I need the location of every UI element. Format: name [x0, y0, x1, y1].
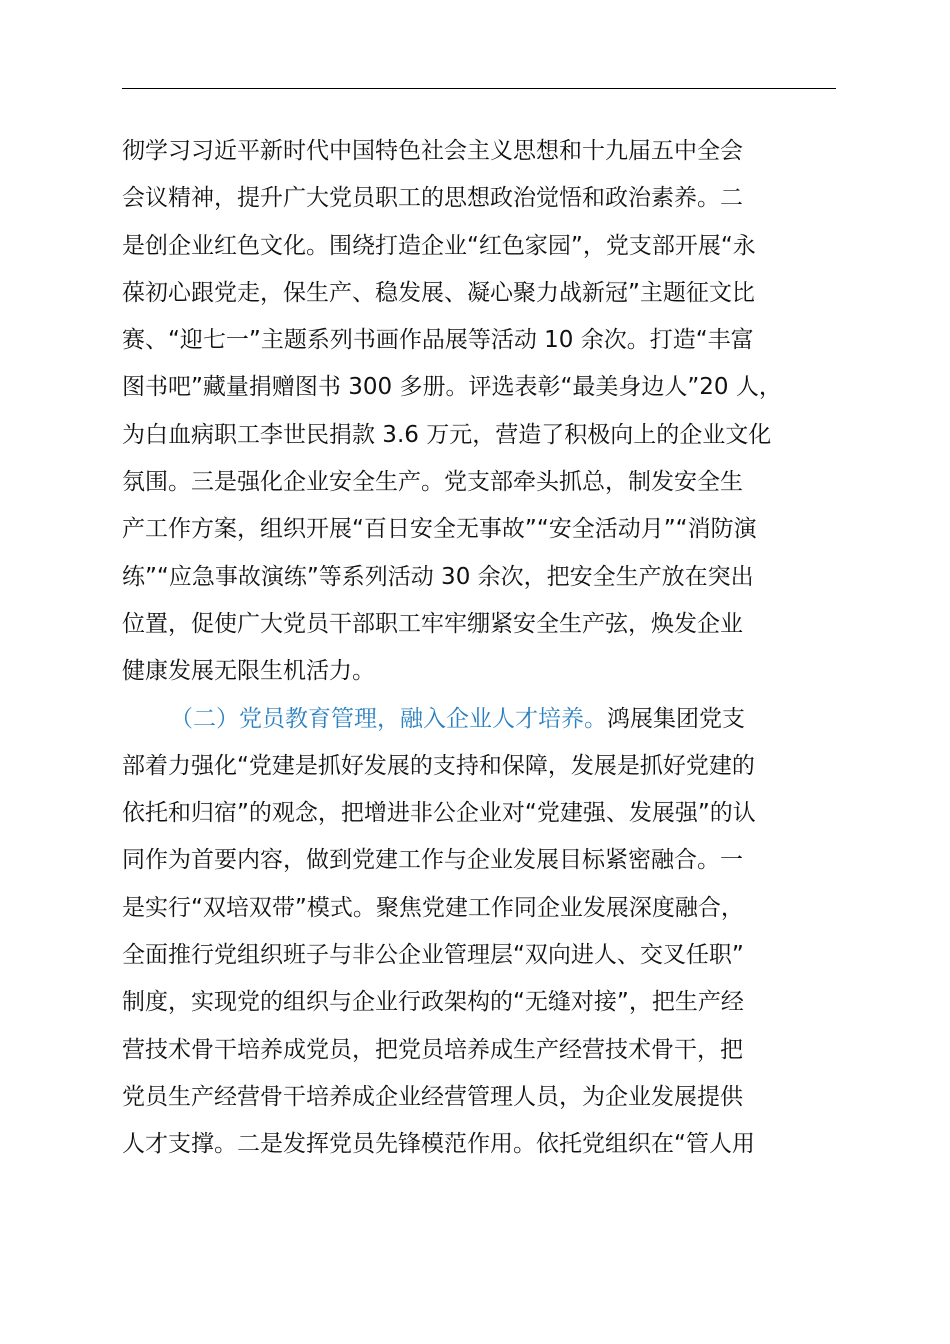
paragraph-1: [122, 128, 836, 696]
text-line: 是实行“双培双带”模式。聚焦党建工作同企业发展深度融合，: [122, 894, 744, 921]
section-heading: （二）党员教育管理，融入企业人才培养。: [170, 705, 607, 732]
text-line: 练”“应急事故演练”等系列活动 30 余次，把安全生产放在突出: [122, 563, 754, 590]
text-line: 营技术骨干培养成党员，把党员培养成生产经营技术骨干，把: [122, 1036, 743, 1063]
text-line: 图书吧”藏量捐赠图书 300 多册。评选表彰“最美身边人”20 人，: [122, 374, 782, 401]
text-line: 人才支撑。二是发挥党员先锋模范作用。依托党组织在“管人用: [122, 1131, 755, 1158]
text-line: 会议精神，提升广大党员职工的思想政治觉悟和政治素养。二: [122, 185, 743, 212]
text-line: 是创企业红色文化。围绕打造企业“红色家园”，党支部开展“永: [122, 232, 756, 259]
text-line: 位置，促使广大党员干部职工牢牢绷紧安全生产弦，焕发企业: [122, 610, 743, 637]
text-line: 产工作方案，组织开展“百日安全无事故”“安全活动月”“消防演: [122, 516, 757, 543]
section-2-first-line: [122, 696, 836, 743]
text-line: 赛、“迎七一”主题系列书画作品展等活动 10 余次。打造“丰富: [122, 327, 754, 354]
text-line: 氛围。三是强化企业安全生产。党支部牵头抓总，制发安全生: [122, 469, 743, 496]
document-body: [122, 128, 836, 1169]
header-rule: [122, 88, 836, 89]
text-line: 葆初心跟党走，保生产、稳发展、凝心聚力战新冠”主题征文比: [122, 279, 755, 306]
section-2: [122, 696, 836, 1169]
text-line: 彻学习习近平新时代中国特色社会主义思想和十九届五中全会: [122, 138, 743, 164]
text-line: 制度，实现党的组织与企业行政架构的“无缝对接”，把生产经: [122, 989, 744, 1016]
text-line: 依托和归宿”的观念，把增进非公企业对“党建强、发展强”的认: [122, 800, 756, 827]
text-line: 党员生产经营骨干培养成企业经营管理人员，为企业发展提供: [122, 1083, 743, 1110]
text-line: 部着力强化“党建是抓好发展的支持和保障，发展是抓好党建的: [122, 752, 755, 779]
text-line: 同作为首要内容，做到党建工作与企业发展目标紧密融合。一: [122, 847, 743, 874]
text-line: 为白血病职工李世民捐款 3.6 万元，营造了积极向上的企业文化: [122, 421, 772, 448]
text-line: 健康发展无限生机活力。: [122, 658, 375, 685]
text-line: 全面推行党组织班子与非公企业管理层“双向进人、交叉任职”: [122, 942, 744, 969]
text-span: 鸿展集团党支: [607, 705, 745, 732]
